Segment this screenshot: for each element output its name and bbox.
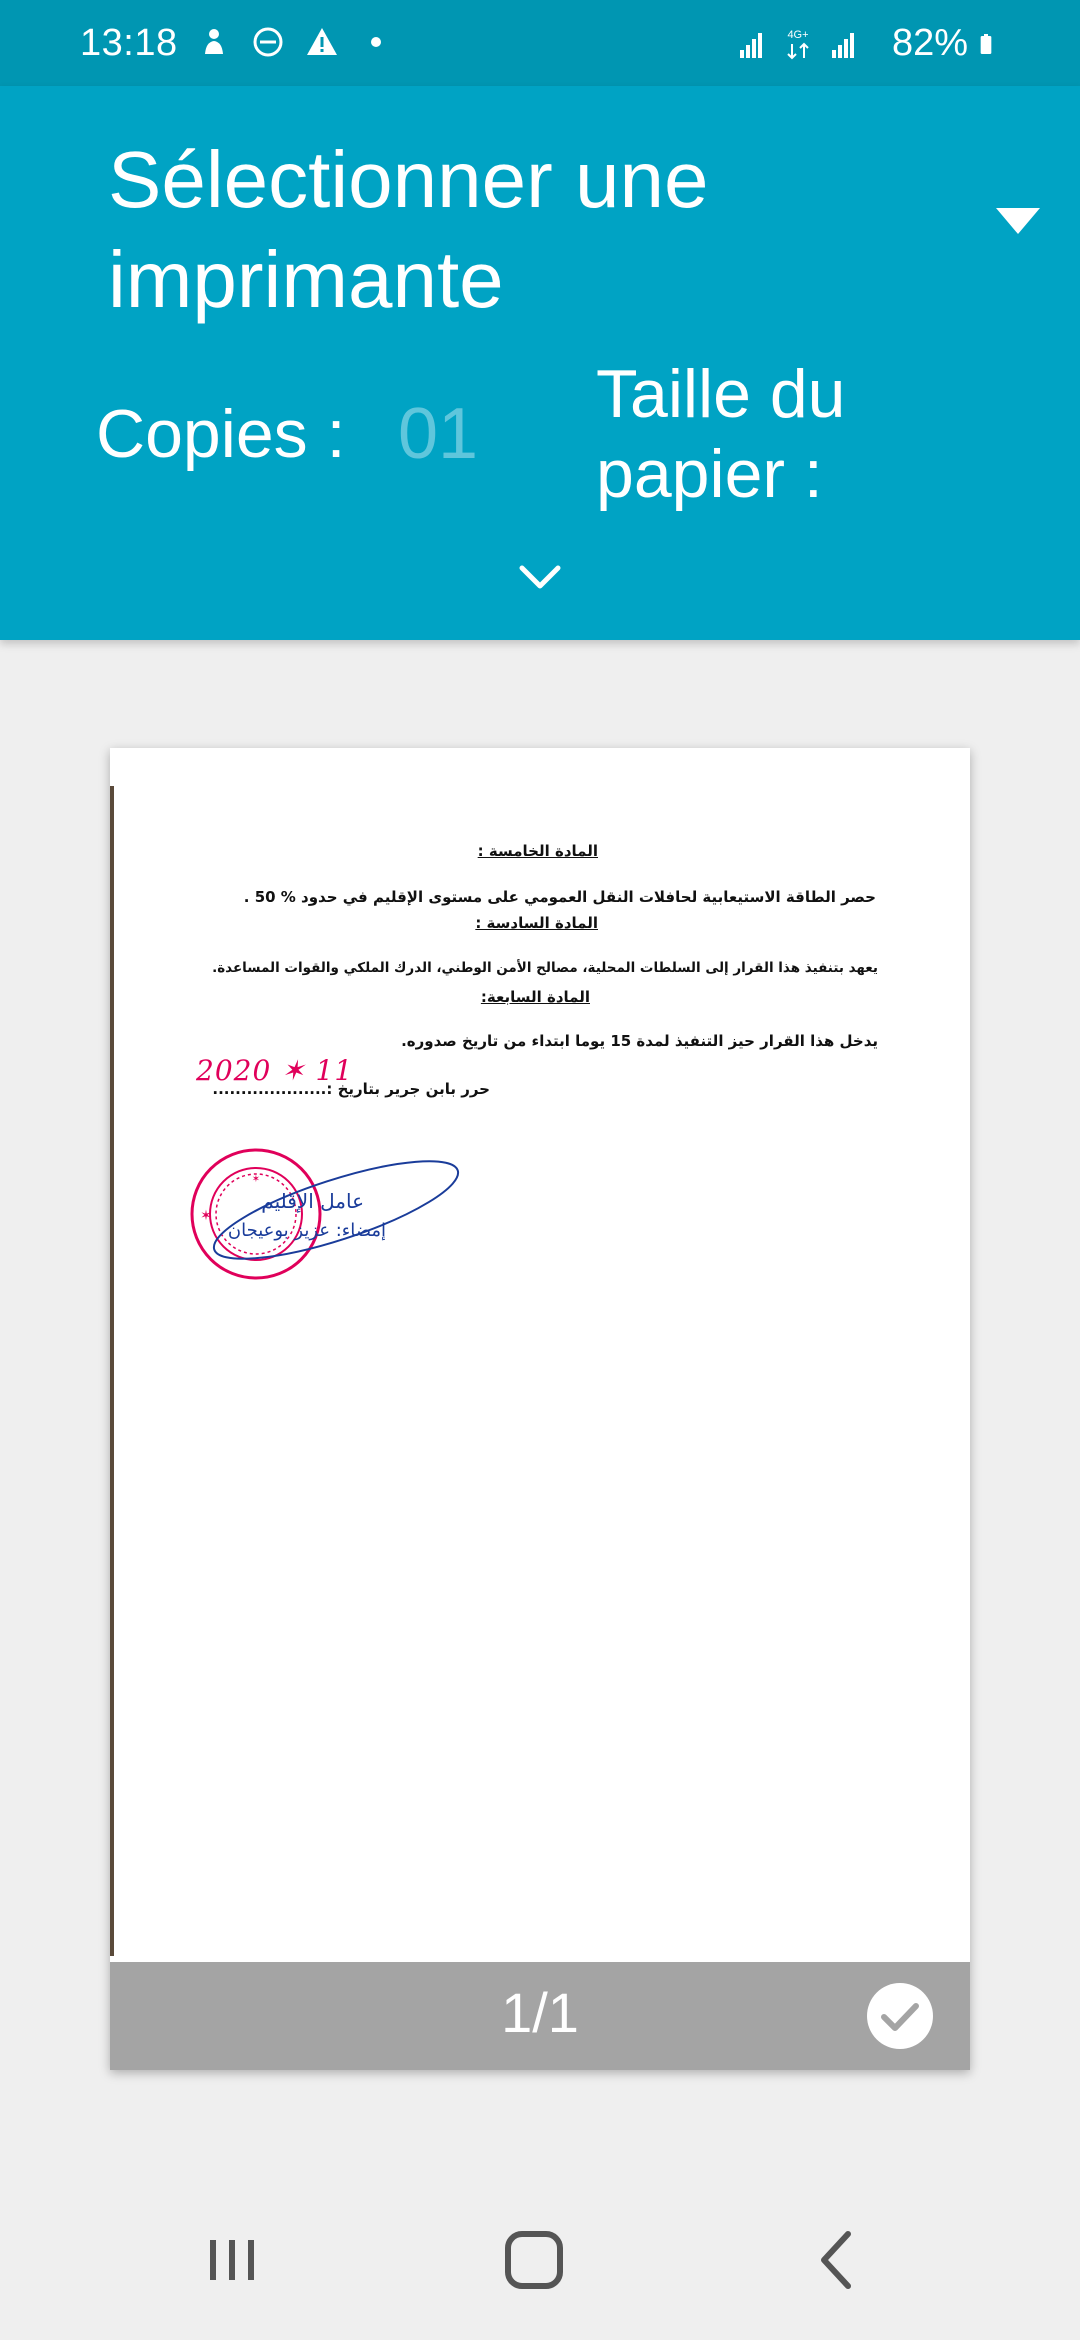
page-preview[interactable] <box>110 748 970 2070</box>
signature-name: عامل الإقليم <box>261 1189 364 1213</box>
do-not-disturb-icon <box>250 24 286 60</box>
status-time: 13:18 <box>80 22 178 64</box>
svg-text:✶: ✶ <box>200 1208 212 1224</box>
official-seal-signature <box>176 1142 476 1292</box>
network-type-label: 4G+ <box>787 28 809 41</box>
warning-icon <box>304 24 340 60</box>
paper-size-label: Taille du papier : <box>596 356 846 512</box>
navigation-bar <box>0 2180 1080 2340</box>
page-indicator: 1/1 <box>501 1981 579 2044</box>
data-arrows-icon <box>780 26 816 62</box>
bixby-icon <box>196 24 232 60</box>
chevron-down-icon[interactable] <box>516 560 564 596</box>
print-options-header <box>0 86 1080 640</box>
svg-text:✶: ✶ <box>251 1174 261 1185</box>
article-5-heading: المادة الخامسة : <box>477 842 598 860</box>
battery-icon <box>978 26 1002 62</box>
signal-icon <box>826 26 862 62</box>
signature-line: إمضاء: عزيز بوعيجان <box>227 1220 386 1241</box>
document-content <box>110 748 970 1948</box>
page-footer <box>110 1962 970 2070</box>
printer-selector[interactable] <box>0 86 1080 326</box>
article-6-heading: المادة السادسة : <box>475 914 598 932</box>
copies-input[interactable]: 01 <box>398 394 479 474</box>
battery-percentage: 82% <box>891 22 968 64</box>
notification-dot-icon <box>358 24 394 60</box>
article-7-text: يدخل هذا القرار حيز التنفيذ لمدة 15 يوما ابتداء من تاريخ صدوره. <box>401 1032 878 1050</box>
signal-icon <box>734 26 770 62</box>
article-7-heading: المادة السابعة: <box>480 988 590 1006</box>
status-right-icons <box>734 22 1002 65</box>
article-5-text: حصر الطاقة الاستيعابية لحافلات النقل العمومي على مستوى الإقليم في حدود % 50 . <box>243 888 876 906</box>
dropdown-arrow-icon[interactable] <box>996 208 1040 234</box>
home-icon[interactable] <box>494 2220 574 2300</box>
check-icon[interactable] <box>866 1982 934 2050</box>
status-bar <box>0 0 1080 86</box>
date-stamp: 2020 ✶ 11 <box>196 1054 354 1087</box>
printer-selector-label: Sélectionner une imprimante <box>108 135 709 324</box>
back-icon[interactable] <box>798 2220 878 2300</box>
recent-apps-icon[interactable] <box>192 2220 272 2300</box>
status-left-icons <box>196 24 394 60</box>
article-6-text: يعهد بتنفيذ هذا القرار إلى السلطات المحلية، مصالح الأمن الوطني، الدرك الملكي والقوات المساعدة. <box>212 960 878 976</box>
signed-at-line: حرر بابن جرير بتاريخ :.................... <box>212 1080 490 1098</box>
copies-label: Copies : <box>96 396 346 472</box>
